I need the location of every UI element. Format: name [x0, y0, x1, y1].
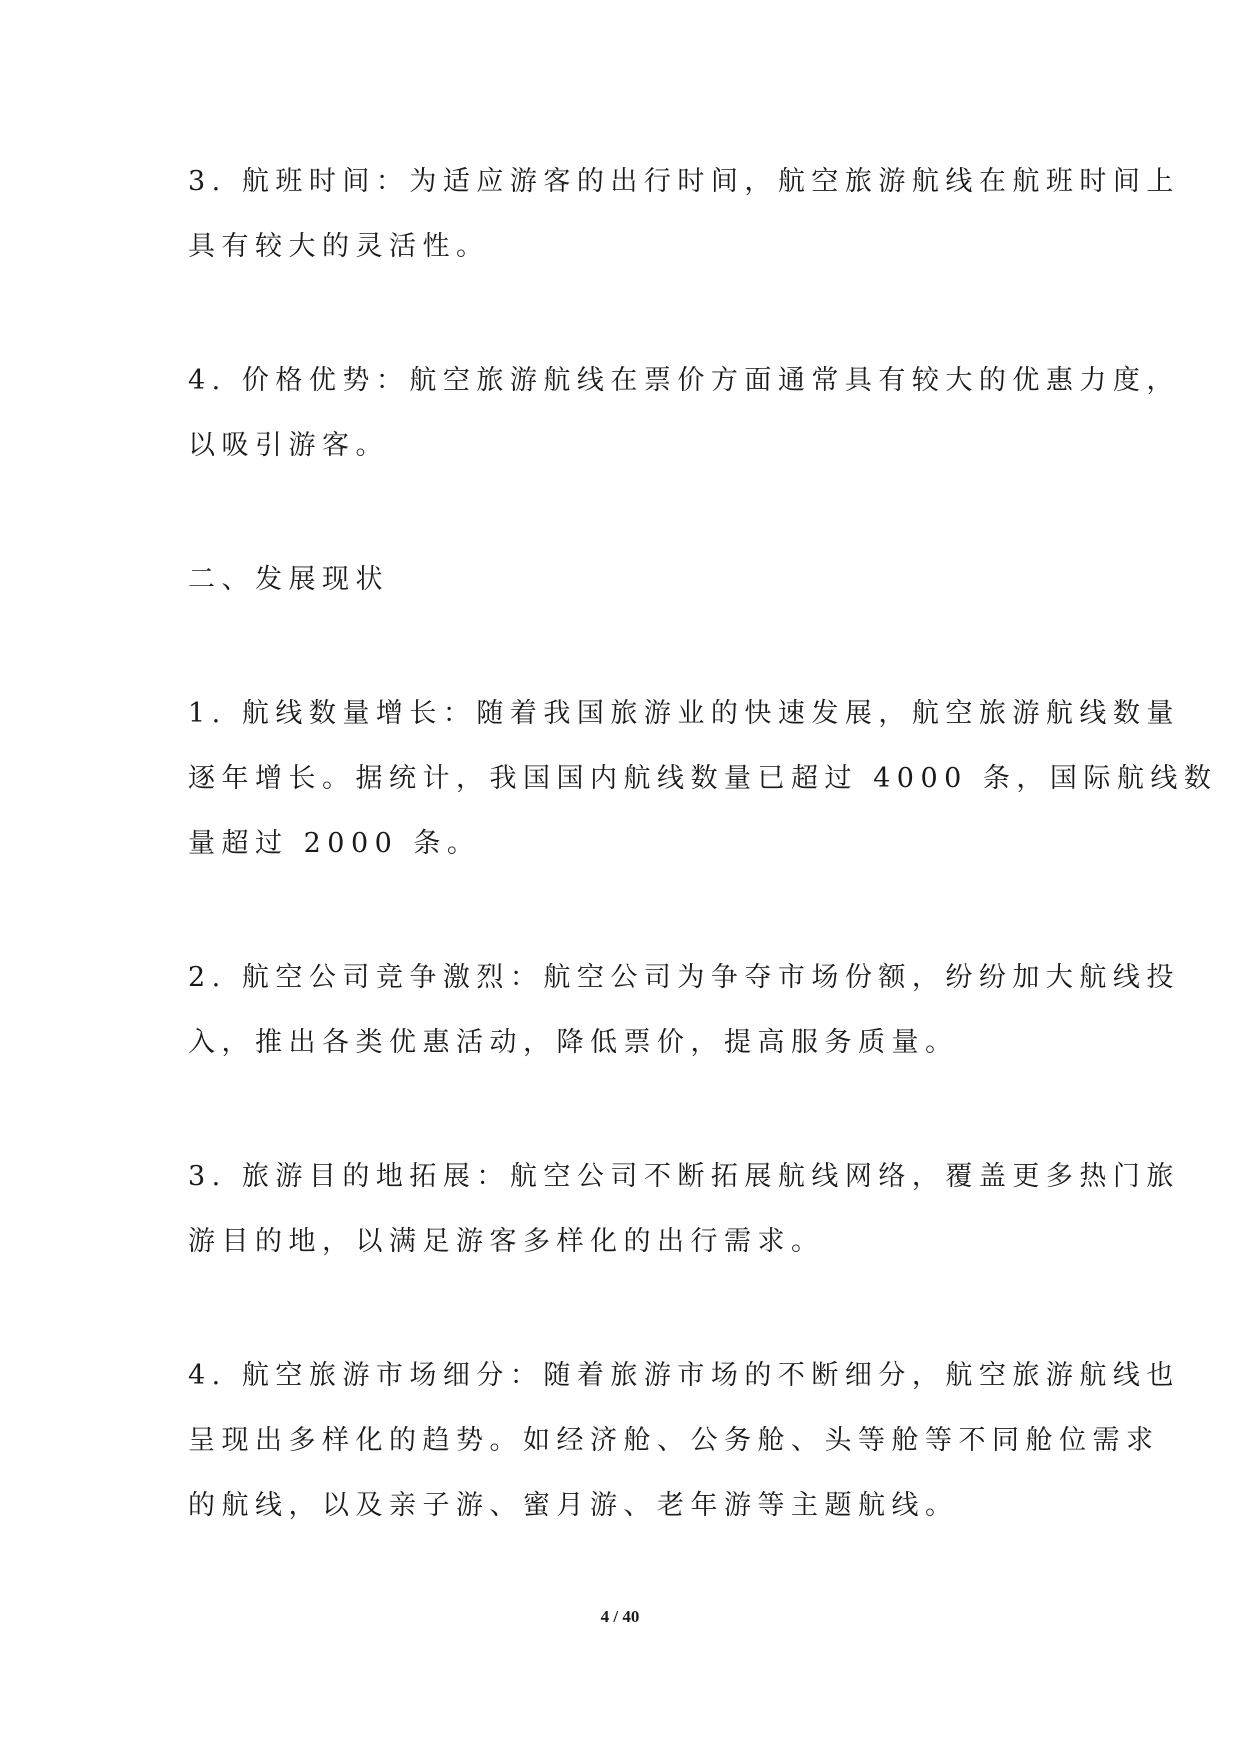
paragraph-route-growth-line-3: 量超过 2000 条。 [188, 828, 481, 859]
paragraph-destination-expansion-line-2: 游目的地，以满足游客多样化的出行需求。 [188, 1226, 825, 1257]
paragraph-market-segmentation-line-3: 的航线，以及亲子游、蜜月游、老年游等主题航线。 [188, 1490, 959, 1521]
paragraph-market-segmentation-line-2: 呈现出多样化的趋势。如经济舱、公务舱、头等舱等不同舱位需求 [188, 1425, 1160, 1456]
paragraph-price-advantage-line-2: 以吸引游客。 [188, 430, 389, 461]
paragraph-airline-competition-line-1: 2. 航空公司竞争激烈：航空公司为争夺市场份额，纷纷加大航线投 [188, 962, 1180, 993]
paragraph-destination-expansion-line-1: 3. 旅游目的地拓展：航空公司不断拓展航线网络，覆盖更多热门旅 [188, 1161, 1180, 1192]
paragraph-price-advantage-line-1: 4. 价格优势：航空旅游航线在票价方面通常具有较大的优惠力度， [188, 365, 1180, 396]
paragraph-airline-competition-line-2: 入，推出各类优惠活动，降低票价，提高服务质量。 [188, 1027, 959, 1058]
page-number: 4 / 40 [600, 1607, 640, 1626]
paragraph-market-segmentation-line-1: 4. 航空旅游市场细分：随着旅游市场的不断细分，航空旅游航线也 [188, 1360, 1180, 1391]
paragraph-flight-time-line-2: 具有较大的灵活性。 [188, 231, 490, 262]
section-heading-development-status: 二、发展现状 [188, 564, 389, 595]
paragraph-route-growth-line-1: 1. 航线数量增长：随着我国旅游业的快速发展，航空旅游航线数量 [188, 698, 1180, 729]
paragraph-route-growth-line-2: 逐年增长。据统计，我国国内航线数量已超过 4000 条，国际航线数 [188, 763, 1218, 794]
paragraph-flight-time-line-1: 3. 航班时间：为适应游客的出行时间，航空旅游航线在航班时间上 [188, 166, 1180, 197]
